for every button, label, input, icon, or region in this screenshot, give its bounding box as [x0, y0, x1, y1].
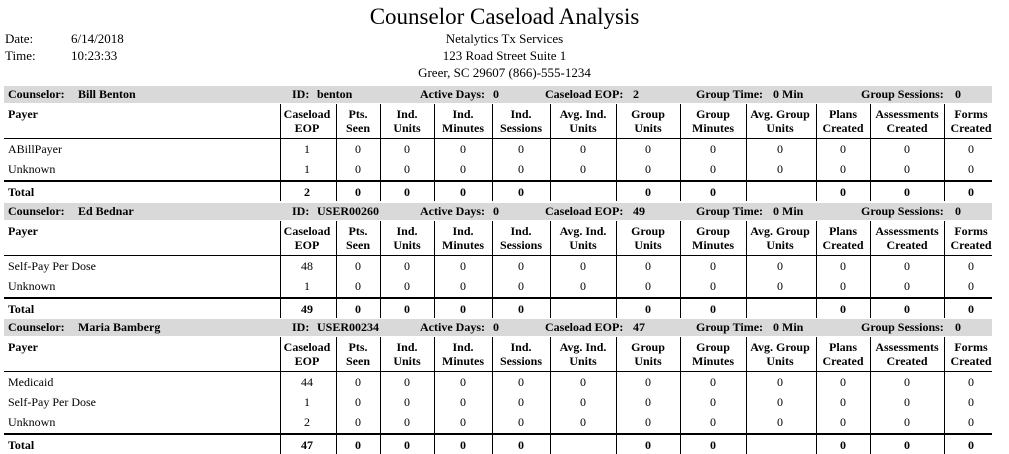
- cell-value: 0: [968, 142, 974, 156]
- cell-value: 0: [904, 415, 910, 429]
- total-value: 0: [710, 438, 716, 452]
- date-value: 6/14/2018: [71, 31, 124, 46]
- column-divider: [550, 337, 551, 454]
- cell-value: 0: [355, 375, 361, 389]
- column-header: Avg. Group Units: [750, 107, 810, 135]
- cell-value: 0: [968, 259, 974, 273]
- cell-value: 0: [518, 259, 524, 273]
- column-header: Ind. Units: [393, 107, 421, 135]
- total-value: 0: [840, 438, 846, 452]
- cell-value: 0: [355, 259, 361, 273]
- total-value: 0: [460, 438, 466, 452]
- column-divider: [550, 221, 551, 318]
- group-time-label: Group Time:: [696, 320, 764, 334]
- column-divider: [434, 104, 435, 201]
- cell-value: 0: [518, 142, 524, 156]
- column-divider: [870, 104, 871, 201]
- cell-value: 0: [777, 142, 783, 156]
- active-days-label: Active Days:: [420, 204, 485, 218]
- cell-value: 0: [840, 142, 846, 156]
- cell-value: 2: [304, 415, 310, 429]
- caseload-eop-value: 47: [633, 320, 645, 334]
- cell-value: 0: [710, 395, 716, 409]
- cell-value: 0: [840, 259, 846, 273]
- column-divider: [280, 221, 281, 318]
- counselor-id: USER00234: [317, 320, 380, 334]
- column-header: Group Units: [631, 107, 665, 135]
- cell-value: 0: [777, 259, 783, 273]
- cell-value: 0: [404, 259, 410, 273]
- column-header: Assessments Created: [875, 107, 939, 135]
- column-divider: [870, 337, 871, 454]
- payer-name: Unknown: [8, 162, 56, 176]
- column-divider: [746, 104, 747, 201]
- column-divider: [870, 221, 871, 318]
- total-value: 0: [518, 185, 524, 199]
- caseload-eop-value: 2: [633, 87, 639, 101]
- column-header-payer: Payer: [8, 107, 38, 121]
- column-header: Assessments Created: [875, 340, 939, 368]
- cell-value: 0: [968, 415, 974, 429]
- cell-value: 0: [840, 415, 846, 429]
- cell-value: 0: [404, 142, 410, 156]
- cell-value: 0: [904, 395, 910, 409]
- column-header-payer: Payer: [8, 340, 38, 354]
- cell-value: 1: [304, 395, 310, 409]
- total-value: 0: [355, 185, 361, 199]
- payer-name: ABillPayer: [8, 142, 62, 156]
- total-value: 0: [904, 302, 910, 316]
- group-time-label: Group Time:: [696, 87, 764, 101]
- group-sessions-value: 0: [955, 204, 961, 218]
- column-divider: [944, 221, 945, 318]
- cell-value: 0: [645, 162, 651, 176]
- column-divider: [816, 337, 817, 454]
- cell-value: 0: [460, 162, 466, 176]
- column-divider: [434, 221, 435, 318]
- payer-name: Medicaid: [8, 375, 54, 389]
- column-header: Assessments Created: [875, 224, 939, 252]
- column-header-payer: Payer: [8, 224, 38, 238]
- column-divider: [550, 104, 551, 201]
- id-label: ID:: [292, 204, 310, 218]
- cell-value: 0: [460, 259, 466, 273]
- counselor-label: Counselor:: [8, 204, 65, 218]
- cell-value: 0: [518, 279, 524, 293]
- group-sessions-label: Group Sessions:: [861, 204, 944, 218]
- cell-value: 0: [580, 415, 586, 429]
- caseload-eop-label: Caseload EOP:: [545, 204, 624, 218]
- counselor-name: Maria Bamberg: [78, 320, 161, 334]
- column-header: Avg. Ind. Units: [559, 107, 607, 135]
- cell-value: 0: [355, 415, 361, 429]
- column-header: Plans Created: [822, 224, 864, 252]
- total-value: 49: [301, 302, 313, 316]
- cell-value: 0: [904, 259, 910, 273]
- cell-value: 0: [355, 142, 361, 156]
- company-name: Netalytics Tx Services: [445, 31, 564, 46]
- total-value: 0: [404, 438, 410, 452]
- cell-value: 48: [301, 259, 313, 273]
- cell-value: 0: [904, 142, 910, 156]
- column-divider: [336, 221, 337, 318]
- column-divider: [492, 104, 493, 201]
- id-label: ID:: [292, 320, 310, 334]
- total-value: 0: [460, 302, 466, 316]
- column-divider: [616, 221, 617, 318]
- group-time-label: Group Time:: [696, 204, 764, 218]
- total-value: 0: [904, 438, 910, 452]
- group-sessions-value: 0: [955, 320, 961, 334]
- header-divider: [4, 371, 992, 372]
- total-value: 47: [301, 438, 313, 452]
- cell-value: 0: [710, 415, 716, 429]
- counselor-label: Counselor:: [8, 87, 65, 101]
- counselor-name: Ed Bednar: [78, 204, 134, 218]
- cell-value: 0: [580, 279, 586, 293]
- total-label: Total: [8, 438, 35, 452]
- column-header: Ind. Minutes: [442, 107, 484, 135]
- company-city-phone: Greer, SC 29607 (866)-555-1234: [418, 65, 591, 80]
- cell-value: 0: [777, 415, 783, 429]
- total-divider: [4, 433, 992, 435]
- total-value: 0: [355, 302, 361, 316]
- column-divider: [746, 221, 747, 318]
- report-title: Counselor Caseload Analysis: [369, 4, 640, 29]
- payer-name: Unknown: [8, 279, 56, 293]
- cell-value: 0: [777, 395, 783, 409]
- cell-value: 0: [840, 395, 846, 409]
- cell-value: 0: [404, 162, 410, 176]
- column-header: Group Minutes: [692, 224, 734, 252]
- column-header: Ind. Sessions: [499, 340, 543, 368]
- total-value: 0: [968, 438, 974, 452]
- cell-value: 0: [645, 395, 651, 409]
- column-divider: [492, 221, 493, 318]
- cell-value: 0: [404, 279, 410, 293]
- column-header: Plans Created: [822, 340, 864, 368]
- cell-value: 0: [518, 162, 524, 176]
- cell-value: 0: [968, 279, 974, 293]
- group-time-value: 0 Min: [773, 87, 804, 101]
- cell-value: 0: [777, 279, 783, 293]
- cell-value: 0: [904, 375, 910, 389]
- column-divider: [680, 104, 681, 201]
- total-label: Total: [8, 302, 35, 316]
- cell-value: 0: [580, 259, 586, 273]
- counselor-id: benton: [317, 87, 353, 101]
- column-divider: [816, 221, 817, 318]
- column-header: Pts. Seen: [346, 224, 370, 252]
- column-divider: [434, 337, 435, 454]
- time-value: 10:23:33: [71, 48, 118, 63]
- cell-value: 0: [710, 279, 716, 293]
- column-header: Forms Created: [950, 340, 992, 368]
- column-divider: [336, 104, 337, 201]
- column-header: Pts. Seen: [346, 340, 370, 368]
- total-divider: [4, 297, 992, 299]
- date-label: Date:: [5, 31, 34, 46]
- cell-value: 0: [518, 375, 524, 389]
- column-header: Plans Created: [822, 107, 864, 135]
- column-divider: [944, 337, 945, 454]
- column-header: Avg. Ind. Units: [559, 224, 607, 252]
- cell-value: 0: [518, 395, 524, 409]
- column-header: Ind. Sessions: [499, 224, 543, 252]
- cell-value: 0: [710, 375, 716, 389]
- cell-value: 0: [645, 142, 651, 156]
- cell-value: 0: [518, 415, 524, 429]
- total-value: 0: [460, 185, 466, 199]
- cell-value: 0: [404, 395, 410, 409]
- total-value: 0: [518, 302, 524, 316]
- cell-value: 0: [710, 259, 716, 273]
- column-divider: [380, 221, 381, 318]
- column-divider: [944, 104, 945, 201]
- total-value: 2: [304, 185, 310, 199]
- column-header: Group Minutes: [692, 107, 734, 135]
- total-value: 0: [968, 185, 974, 199]
- column-header: Ind. Minutes: [442, 224, 484, 252]
- column-divider: [380, 104, 381, 201]
- cell-value: 0: [968, 395, 974, 409]
- cell-value: 0: [968, 162, 974, 176]
- column-header: Caseload EOP: [283, 340, 331, 368]
- group-time-value: 0 Min: [773, 204, 804, 218]
- active-days-value: 0: [493, 87, 499, 101]
- time-label: Time:: [5, 48, 36, 63]
- cell-value: 0: [904, 279, 910, 293]
- column-header: Ind. Units: [393, 224, 421, 252]
- column-header: Caseload EOP: [283, 224, 331, 252]
- total-value: 0: [645, 438, 651, 452]
- column-header: Forms Created: [950, 224, 992, 252]
- id-label: ID:: [292, 87, 310, 101]
- column-header: Ind. Minutes: [442, 340, 484, 368]
- cell-value: 0: [404, 375, 410, 389]
- cell-value: 1: [304, 142, 310, 156]
- total-value: 0: [645, 302, 651, 316]
- cell-value: 0: [355, 279, 361, 293]
- column-header: Group Units: [631, 224, 665, 252]
- counselor-name: Bill Benton: [78, 87, 136, 101]
- header-divider: [4, 138, 992, 139]
- column-divider: [492, 337, 493, 454]
- cell-value: 0: [645, 375, 651, 389]
- column-header: Group Minutes: [692, 340, 734, 368]
- total-value: 0: [355, 438, 361, 452]
- active-days-label: Active Days:: [420, 320, 485, 334]
- group-sessions-label: Group Sessions:: [861, 87, 944, 101]
- total-value: 0: [840, 302, 846, 316]
- column-header: Ind. Sessions: [499, 107, 543, 135]
- group-sessions-label: Group Sessions:: [861, 320, 944, 334]
- cell-value: 0: [968, 375, 974, 389]
- cell-value: 0: [645, 279, 651, 293]
- column-header: Caseload EOP: [283, 107, 331, 135]
- total-value: 0: [904, 185, 910, 199]
- total-value: 0: [710, 185, 716, 199]
- cell-value: 0: [777, 162, 783, 176]
- active-days-label: Active Days:: [420, 87, 485, 101]
- caseload-eop-label: Caseload EOP:: [545, 320, 624, 334]
- group-sessions-value: 0: [955, 87, 961, 101]
- cell-value: 0: [840, 162, 846, 176]
- total-label: Total: [8, 185, 35, 199]
- cell-value: 0: [404, 415, 410, 429]
- cell-value: 0: [580, 375, 586, 389]
- column-divider: [746, 337, 747, 454]
- column-header: Ind. Units: [393, 340, 421, 368]
- column-divider: [680, 337, 681, 454]
- column-divider: [280, 104, 281, 201]
- header-divider: [4, 255, 992, 256]
- column-divider: [280, 337, 281, 454]
- cell-value: 0: [840, 375, 846, 389]
- total-divider: [4, 180, 992, 182]
- total-value: 0: [404, 302, 410, 316]
- company-address: 123 Road Street Suite 1: [442, 48, 567, 63]
- total-value: 0: [710, 302, 716, 316]
- column-header: Forms Created: [950, 107, 992, 135]
- active-days-value: 0: [493, 320, 499, 334]
- cell-value: 0: [580, 395, 586, 409]
- cell-value: 0: [840, 279, 846, 293]
- cell-value: 0: [355, 395, 361, 409]
- cell-value: 0: [710, 142, 716, 156]
- column-divider: [616, 104, 617, 201]
- cell-value: 0: [710, 162, 716, 176]
- cell-value: 0: [460, 375, 466, 389]
- cell-value: 0: [460, 142, 466, 156]
- cell-value: 44: [301, 375, 313, 389]
- total-value: 0: [518, 438, 524, 452]
- column-header: Avg. Group Units: [750, 224, 810, 252]
- cell-value: 0: [460, 279, 466, 293]
- cell-value: 0: [580, 162, 586, 176]
- cell-value: 1: [304, 279, 310, 293]
- cell-value: 1: [304, 162, 310, 176]
- total-value: 0: [645, 185, 651, 199]
- total-value: 0: [968, 302, 974, 316]
- cell-value: 0: [580, 142, 586, 156]
- payer-name: Unknown: [8, 415, 56, 429]
- column-divider: [380, 337, 381, 454]
- cell-value: 0: [645, 415, 651, 429]
- total-value: 0: [404, 185, 410, 199]
- column-divider: [616, 337, 617, 454]
- payer-name: Self-Pay Per Dose: [8, 259, 96, 273]
- group-time-value: 0 Min: [773, 320, 804, 334]
- cell-value: 0: [460, 415, 466, 429]
- cell-value: 0: [904, 162, 910, 176]
- active-days-value: 0: [493, 204, 499, 218]
- cell-value: 0: [460, 395, 466, 409]
- cell-value: 0: [777, 375, 783, 389]
- column-header: Group Units: [631, 340, 665, 368]
- caseload-eop-label: Caseload EOP:: [545, 87, 624, 101]
- total-value: 0: [840, 185, 846, 199]
- column-divider: [680, 221, 681, 318]
- column-divider: [336, 337, 337, 454]
- counselor-id: USER00260: [317, 204, 380, 218]
- column-header: Avg. Ind. Units: [559, 340, 607, 368]
- counselor-label: Counselor:: [8, 320, 65, 334]
- caseload-eop-value: 49: [633, 204, 645, 218]
- cell-value: 0: [355, 162, 361, 176]
- payer-name: Self-Pay Per Dose: [8, 395, 96, 409]
- column-divider: [816, 104, 817, 201]
- column-header: Avg. Group Units: [750, 340, 810, 368]
- cell-value: 0: [645, 259, 651, 273]
- column-header: Pts. Seen: [346, 107, 370, 135]
